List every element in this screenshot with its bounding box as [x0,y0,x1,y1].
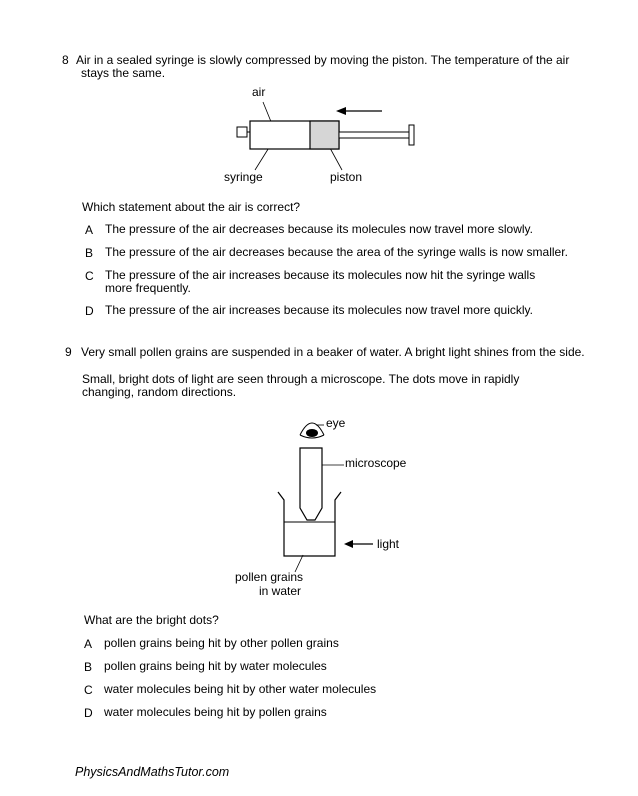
q8-stem-line2: stays the same. [81,66,166,80]
option-text: The pressure of the air increases because its molecules now travel more quickly. [105,303,533,317]
plunger-rod [339,132,409,138]
option-letter: C [84,683,93,697]
option-letter: C [85,269,94,283]
label-eye: eye [326,416,346,430]
q8-question: Which statement about the air is correct? [82,200,301,214]
piston [310,121,339,149]
option-text: pollen grains being hit by water molecules [104,659,327,673]
syringe-diagram [0,80,638,200]
option-letter: D [85,304,94,318]
label-in-water: in water [259,584,302,598]
q9-stem2: Small, bright dots of light are seen through a microscope. The dots move in rapidly changing, random directions. [82,372,520,399]
option-text: The pressure of the air increases because its molecules now hit the syringe walls more frequently. [105,268,536,295]
label-syringe: syringe [224,170,263,184]
q8-number: 8 [62,53,69,67]
option-letter: A [85,223,94,237]
option-text: water molecules being hit by pollen grains [104,705,327,719]
label-pollen-grains: pollen grains [235,570,304,584]
q9-question: What are the bright dots? [84,613,219,627]
option-letter: B [85,246,94,260]
plunger-handle [409,125,414,145]
label-light: light [377,537,400,551]
option-letter: D [84,706,93,720]
option-letter: B [84,660,93,674]
syringe-nozzle [237,127,247,137]
option-text: pollen grains being hit by other pollen grains [104,636,339,650]
label-piston: piston [330,170,363,184]
q8-stem-line1: Air in a sealed syringe is slowly compressed by moving the piston. The temperature of the air [76,53,570,67]
option-letter: A [84,637,93,651]
q9-number: 9 [65,345,72,359]
q9-stem-line1: Very small pollen grains are suspended in a beaker of water. A bright light shines from the side. [81,345,585,359]
microscope-tube [300,448,322,520]
microscope-diagram [0,405,638,605]
option-text: water molecules being hit by other water molecules [104,682,377,696]
label-air: air [252,85,266,99]
option-text: The pressure of the air decreases because the area of the syringe walls is now smaller. [105,245,568,259]
option-text: The pressure of the air decreases because its molecules now travel more slowly. [105,222,533,236]
label-microscope: microscope [345,456,407,470]
footer-site-name: PhysicsAndMathsTutor.com [75,765,230,779]
